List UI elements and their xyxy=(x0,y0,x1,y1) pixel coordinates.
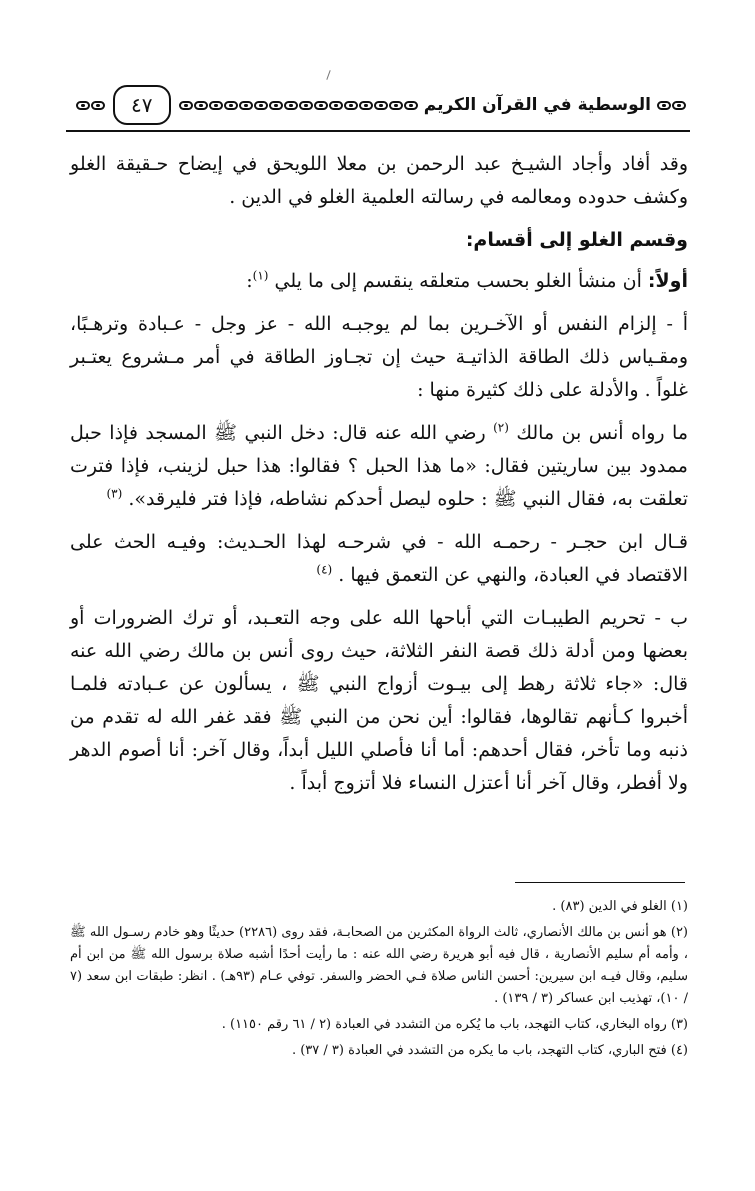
paragraph-ibn-hajar xyxy=(70,526,688,592)
footnote-rule xyxy=(515,882,685,883)
book-title: الوسطية في القرآن الكريم xyxy=(423,95,651,115)
running-header xyxy=(66,80,686,130)
footnotes xyxy=(70,896,688,1066)
header-rule xyxy=(66,130,690,132)
footnote-4: (٤) فتح الباري، كتاب التهجد، باب ما يكره من التشدد في العبادة (٣ / ٣٧) . xyxy=(291,1043,688,1058)
footnote-ref-1[interactable]: (١) xyxy=(252,268,269,283)
hadith-intro: ما رواه أنس بن مالك xyxy=(508,422,688,444)
paragraph-intro: وقد أفاد وأجاد الشيـخ عبد الرحمن بن معلا اللويحق في إيضاح حـقيقة الغلو وكشف حدوده ومعالمه في رسالته العلمية الغلو في الدين . xyxy=(70,153,688,208)
paragraph-alif: أ - إلزام النفس أو الآخـرين بما لم يوجبـه الله - عز وجل - عـبادة وترهـبًا، ومقـياس ذلك الطاقة الذاتيـة حيث إن تجـاوز الطاقة في أمر مـشروع يعتـبر غلواً . والأدلة على ذلك كثيرة منها : xyxy=(70,313,688,401)
paragraph-first-text: أن منشأ الغلو بحسب متعلقه ينقسم إلى ما يلي xyxy=(268,270,648,292)
footnote-ref-3[interactable]: (٣) xyxy=(106,486,123,501)
main-text xyxy=(70,148,688,810)
paragraph-ba: ب - تحريم الطيبـات التي أباحها الله على وجه التعـبد، أو ترك الضرورات أو بعضها ومن أدلة ذلك قصة النفر الثلاثة، حيث روى أنس بن مالك رضي الله عنه قال: «جاء ثلاثة رهط إلى بيـوت أزواج النبي ﷺ ، يسألون عن عـبادته فلمـا أخبروا كـأنهم تقالوها، فقالوا: أين نحن من النبي ﷺ فقد غفر الله له تقدم من ذنبه وما تأخر، فقال أحدهم: أما أنا فأصلي الليل أبداً، وقال آخر: أنا أصوم الدهر ولا أفطر، وقال آخر أنا أعتزل النساء فلا أتزوج أبداً . xyxy=(70,607,688,794)
ornament-middle xyxy=(179,101,418,110)
section-heading: وقسم الغلو إلى أقسام: xyxy=(465,229,688,251)
ornament-left xyxy=(76,101,105,110)
scan-mark xyxy=(326,70,330,80)
lead-word: أولاً: xyxy=(647,270,688,292)
hadith-text: رضي الله عنه قال: دخل النبي ﷺ المسجد فإذا حبل ممدود بين ساريتين فقال: «ما هذا الحبل ؟ فقالوا: هذا حبل لزينب، فإذا فترت تعلقت به، فقال النبي ﷺ : حلوه ليصل أحدكم نشاطه، فإذا فتر فليرقد». xyxy=(70,422,688,510)
footnote-3: (٣) رواه البخاري، كتاب التهجد، باب ما يُكره من التشدد في العبادة (٢ / ٦١ رقم ١١٥٠) . xyxy=(221,1017,688,1032)
footnote-ref-4[interactable]: (٤) xyxy=(316,562,333,577)
footnote-1: (١) الغلو في الدين (٨٣) . xyxy=(552,899,688,914)
ibn-hajar-text: قـال ابن حجـر - رحمـه الله - في شرحـه لهذا الحـديث: وفيـه الحث على الاقتصاد في العبادة، والنهي عن التعمق فيها . xyxy=(70,531,688,586)
colon: : xyxy=(246,270,253,292)
paragraph-hadith xyxy=(70,417,688,516)
page-number: ٤٧ xyxy=(113,85,171,125)
footnote-ref-2[interactable]: (٢) xyxy=(493,420,509,435)
footnote-2: (٢) هو أنس بن مالك الأنصاري، ثالث الرواة المكثرين من الصحابـة، فقد روى (٢٢٨٦) حديثًا وهو خادم رسـول الله ﷺ ، وأمه أم سليم الأنصارية ، قال فيه أبو هريرة رضي الله عنه : ما رأيت أحدًا أشبه صلاة برسول الله ﷺ من ابن أم سليم، وقال فيـه ابن سيرين: أحسن الناس صلاة فـي الحضر والسفر. توفي عـام (٩٣هـ) . انظر: طبقات ابن سعد (٧ / ١٠)، تهذيب ابن عساكر (٣ / ١٣٩) . xyxy=(70,925,688,1006)
paragraph-first xyxy=(70,265,688,298)
ornament-right xyxy=(657,101,686,110)
